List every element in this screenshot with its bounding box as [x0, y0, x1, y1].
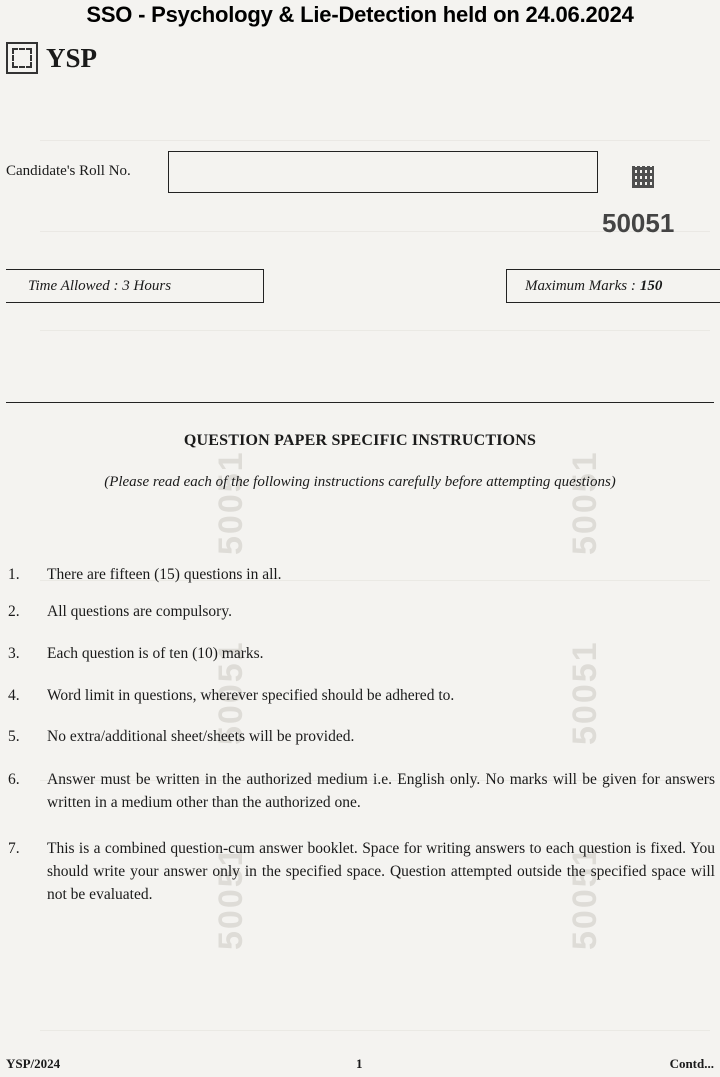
instruction-text: Each question is of ten (10) marks.	[47, 645, 264, 662]
watermark-code: 50051	[212, 845, 250, 950]
section-subheading: (Please read each of the following instructions carefully before attempting questions)	[104, 474, 616, 490]
watermark-code: 50051	[212, 450, 250, 555]
emblem-icon	[6, 42, 38, 74]
watermark-code: 50051	[566, 450, 604, 555]
instruction-number: 2.	[8, 603, 20, 620]
instruction-number: 3.	[8, 645, 20, 662]
show-through-block	[40, 930, 710, 1031]
roll-number-label: Candidate's Roll No.	[6, 163, 131, 179]
instruction-text: There are fifteen (15) questions in all.	[47, 566, 282, 583]
watermark-code: 50051	[566, 640, 604, 745]
maximum-marks-label: Maximum Marks :	[525, 277, 636, 294]
instruction-text: Answer must be written in the authorized medium i.e. English only. No marks will be given for answers written in a medium other than the authorized one.	[47, 771, 715, 811]
instruction-number: 4.	[8, 687, 20, 704]
instruction-text: This is a combined question-cum answer booklet. Space for writing answers to each question is fixed. You should write your answer only in the specified space. Question attempted outside the specified space will not be evaluated.	[47, 840, 715, 903]
instruction-text: Word limit in questions, wherever specified should be adhered to.	[47, 687, 455, 704]
continued-note: Contd...	[669, 1056, 714, 1071]
maximum-marks	[506, 269, 720, 303]
divider	[6, 402, 714, 403]
maximum-marks-value: 150	[639, 277, 663, 294]
time-allowed-label: Time Allowed : 3 Hours	[28, 277, 172, 294]
qr-code-icon	[632, 166, 654, 188]
logo	[6, 42, 97, 74]
booklet-code: 50051	[602, 208, 675, 238]
section-heading: QUESTION PAPER SPECIFIC INSTRUCTIONS	[183, 432, 537, 449]
page-banner: SSO - Psychology & Lie-Detection held on 24.06.2024	[86, 2, 634, 27]
time-allowed	[6, 269, 264, 303]
instruction-number: 5.	[8, 728, 20, 745]
footer-code: YSP/2024	[6, 1056, 61, 1071]
instruction-number: 1.	[8, 566, 20, 583]
instruction-number: 7.	[8, 840, 20, 857]
instruction-number: 6.	[8, 771, 20, 788]
roll-number-field[interactable]	[168, 151, 598, 193]
instruction-text: No extra/additional sheet/sheets will be provided.	[47, 728, 355, 745]
instruction-text: All questions are compulsory.	[47, 603, 232, 620]
watermark-code: 50051	[566, 845, 604, 950]
show-through-text	[40, 40, 710, 62]
logo-text: YSP	[46, 42, 98, 73]
page-number: 1	[356, 1056, 363, 1071]
watermark-code: 50051	[212, 640, 250, 745]
